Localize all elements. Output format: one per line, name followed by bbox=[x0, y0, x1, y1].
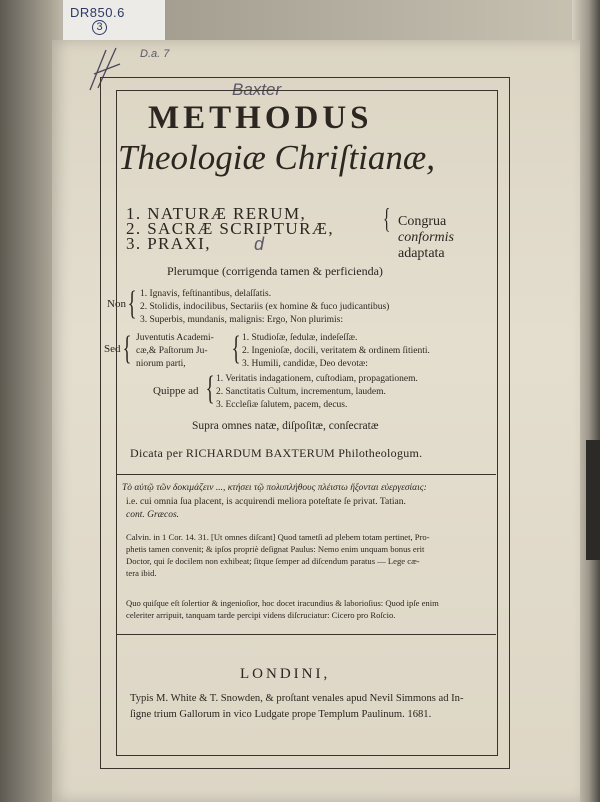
brace-word-2: conformis bbox=[398, 230, 454, 245]
sed-inner-brace: { bbox=[231, 330, 241, 367]
sed-right-2: 2. Ingenioſæ, docili, veritatem & ordinem ſitienti. bbox=[242, 346, 430, 356]
supra-line: Supra omnes natæ, diſpoſitæ, conſecratæ bbox=[192, 420, 379, 432]
list-item-1: 1. NATURÆ RERUM, bbox=[126, 204, 307, 223]
imprint-line-2: ſigne trium Gallorum in vico Ludgate prope Templum Paulinum. 1681. bbox=[130, 709, 432, 720]
calvin-line-4: tera ibid. bbox=[126, 568, 157, 578]
shelfmark-number: 3 bbox=[92, 20, 107, 35]
sed-right-3: 3. Humili, candidæ, Deo devotæ: bbox=[242, 359, 368, 369]
non-line-2: 2. Stolidis, indocilibus, Sectariis (ex homine & fuco judicantibus) bbox=[140, 302, 390, 312]
brace-word-3: adaptata bbox=[398, 246, 445, 261]
plerumque-line: Plerumque (corrigenda tamen & perficienda) bbox=[167, 264, 383, 278]
sed-brace: { bbox=[122, 330, 132, 367]
quippe-line-1: 1. Veritatis indagationem, cuſtodiam, propagationem. bbox=[216, 374, 418, 384]
quippe-label: Quippe ad bbox=[153, 385, 199, 397]
dark-background-patch bbox=[586, 440, 600, 560]
non-line-1: 1. Ignavis, feſtinantibus, delaſſatis. bbox=[140, 289, 272, 299]
title-line-2: Theologiæ Chriſtianæ, bbox=[118, 138, 435, 177]
quippe-line-3: 3. Eccleſiæ ſalutem, pacem, decus. bbox=[216, 400, 348, 410]
divider-1 bbox=[117, 474, 496, 475]
shelfmark-text: DR850.6 bbox=[70, 5, 125, 20]
greek-line-3: cont. Græcos. bbox=[126, 510, 180, 520]
list-item-3: 3. PRAXI, bbox=[126, 234, 211, 253]
greek-line-1: Τὸ αὐτῷ τῶν δοκιμάζειν ..., κτήσει τῷ πολυπλήθους πλέιστω ἥξονται εὐεργεσίαις: bbox=[122, 483, 427, 493]
cicero-line-1: Quo quiſque eſt ſolertior & ingenioſior, hoc docet iracundius & laborioſius: Quod ipſe enim bbox=[126, 598, 439, 608]
imprint-line-1: Typis M. White & T. Snowden, & proſtant venales apud Nevil Simmons ad In- bbox=[130, 693, 464, 704]
non-line-3: 3. Superbis, mundanis, malignis: Ergo, Non plurimis: bbox=[140, 315, 344, 325]
sed-right-1: 1. Studioſæ, ſedulæ, indeſeſſæ. bbox=[242, 333, 358, 343]
dedication-line: Dicata per RICHARDUM BAXTERUM Philotheologum. bbox=[130, 446, 423, 460]
brace-word-1: Congrua bbox=[398, 214, 447, 229]
quippe-brace: { bbox=[205, 370, 215, 407]
sed-left-2: cæ,& Paſtorum Ju- bbox=[136, 346, 208, 356]
ink-signature: Baxter bbox=[232, 80, 282, 99]
calvin-line-2: phetis tamen convenit; & ipſos propriè deſignat Paulus: Nemo enim unquam bonus erit bbox=[126, 544, 425, 554]
brace-right: { bbox=[383, 204, 391, 235]
calvin-line-1: Calvin. in 1 Cor. 14. 31. [Ut omnes diſcant] Quod tametſi ad plebem totam pertinet, Pro- bbox=[126, 532, 430, 542]
sed-left-3: niorum parti, bbox=[136, 359, 186, 369]
ink-mark: d bbox=[254, 234, 265, 254]
non-brace: { bbox=[127, 285, 137, 322]
non-label: Non bbox=[107, 298, 126, 310]
calvin-line-3: Doctor, qui ſe docilem non exhibeat; ſitque ſemper ad diſcendum paratus — Lege cæ- bbox=[126, 556, 420, 566]
sed-label: Sed bbox=[104, 343, 121, 355]
sed-left-1: Juventutis Academi- bbox=[136, 333, 214, 343]
divider-2 bbox=[117, 634, 496, 635]
imprint-city: LONDINI, bbox=[240, 666, 331, 682]
title-line-1: METHODUS bbox=[148, 100, 373, 136]
cicero-line-2: celeriter arripuit, tanquam tarde percipi videns diſcruciatur: Cicero pro Roſcio. bbox=[126, 610, 396, 620]
greek-line-2: i.e. cui omnia ſua placent, is acquirendi meliora poteſtate ſe privat. Tatian. bbox=[126, 497, 406, 507]
list-item-2: 2. SACRÆ SCRIPTURÆ, bbox=[126, 219, 334, 238]
quippe-line-2: 2. Sanctitatis Cultum, incrementum, laudem. bbox=[216, 387, 386, 397]
pencil-note: D.a. 7 bbox=[140, 48, 170, 60]
